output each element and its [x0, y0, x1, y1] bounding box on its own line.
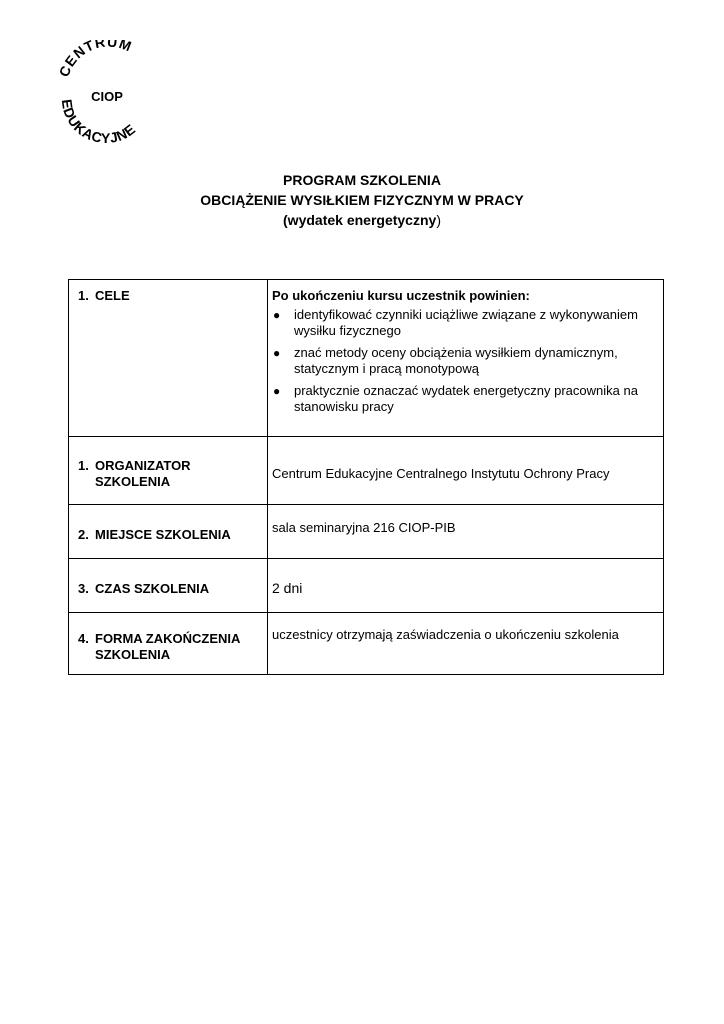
row-value: 2 dni [272, 580, 303, 596]
title-line-1: PROGRAM SZKOLENIA [283, 172, 441, 188]
list-item [272, 345, 653, 377]
table-row-organizer [69, 437, 664, 505]
row-number: 1. [78, 288, 89, 303]
table-row-completion [69, 613, 664, 675]
ciop-logo-mark [50, 40, 160, 150]
table-row-goals [69, 280, 664, 437]
row-content-cell [268, 559, 664, 613]
goals-list [272, 307, 653, 415]
row-content-cell [268, 437, 664, 505]
row-label: ORGANIZATOR SZKOLENIA [95, 458, 191, 489]
title-line-3-end: ) [436, 212, 441, 228]
row-label: CZAS SZKOLENIA [95, 581, 210, 596]
row-label: CELE [95, 288, 130, 303]
title-line-2: OBCIĄŻENIE WYSIŁKIEM FIZYCZNYM W PRACY [200, 192, 524, 208]
row-label: MIEJSCE SZKOLENIA [95, 527, 231, 542]
row-number: 4. [78, 631, 89, 646]
goal-text: identyfikować czynniki uciążliwe związane z wykonywaniem wysiłku fizycznego [294, 307, 638, 338]
row-content-cell [268, 505, 664, 559]
row-number: 3. [78, 581, 89, 596]
row-content-cell [268, 280, 664, 437]
list-item [272, 383, 653, 415]
ciop-logo [50, 40, 160, 150]
table-row-duration [69, 559, 664, 613]
row-label-cell [69, 613, 268, 675]
bullet-icon: ● [273, 346, 281, 360]
goal-text: znać metody oceny obciążenia wysiłkiem dynamicznym, statycznym i pracą monotypową [294, 345, 618, 376]
row-label-cell [69, 280, 268, 437]
bullet-icon: ● [273, 384, 281, 398]
row-value: Centrum Edukacyjne Centralnego Instytutu Ochrony Pracy [272, 466, 610, 481]
row-content-cell [268, 613, 664, 675]
goals-heading: Po ukończeniu kursu uczestnik powinien: [272, 288, 530, 303]
row-label: FORMA ZAKOŃCZENIA SZKOLENIA [95, 631, 240, 662]
row-value: uczestnicy otrzymają zaświadczenia o ukończeniu szkolenia [272, 627, 619, 642]
list-item [272, 307, 653, 339]
document-title [0, 170, 724, 230]
program-table [68, 279, 664, 675]
row-number: 1. [78, 458, 89, 473]
goal-text: praktycznie oznaczać wydatek energetyczny pracownika na stanowisku pracy [294, 383, 638, 414]
logo-center-text: CIOP [91, 89, 123, 104]
row-number: 2. [78, 527, 89, 542]
logo-top-text: CENTRUM [55, 40, 135, 80]
title-line-3-main: (wydatek energetyczny [283, 212, 437, 228]
row-label-cell [69, 505, 268, 559]
row-label-cell [69, 559, 268, 613]
row-label-cell [69, 437, 268, 505]
title-line-3 [0, 210, 724, 230]
row-value: sala seminaryjna 216 CIOP-PIB [272, 520, 456, 535]
logo-bottom-text: EDUKACYJNE [58, 98, 139, 147]
bullet-icon: ● [273, 308, 281, 322]
table-row-location [69, 505, 664, 559]
